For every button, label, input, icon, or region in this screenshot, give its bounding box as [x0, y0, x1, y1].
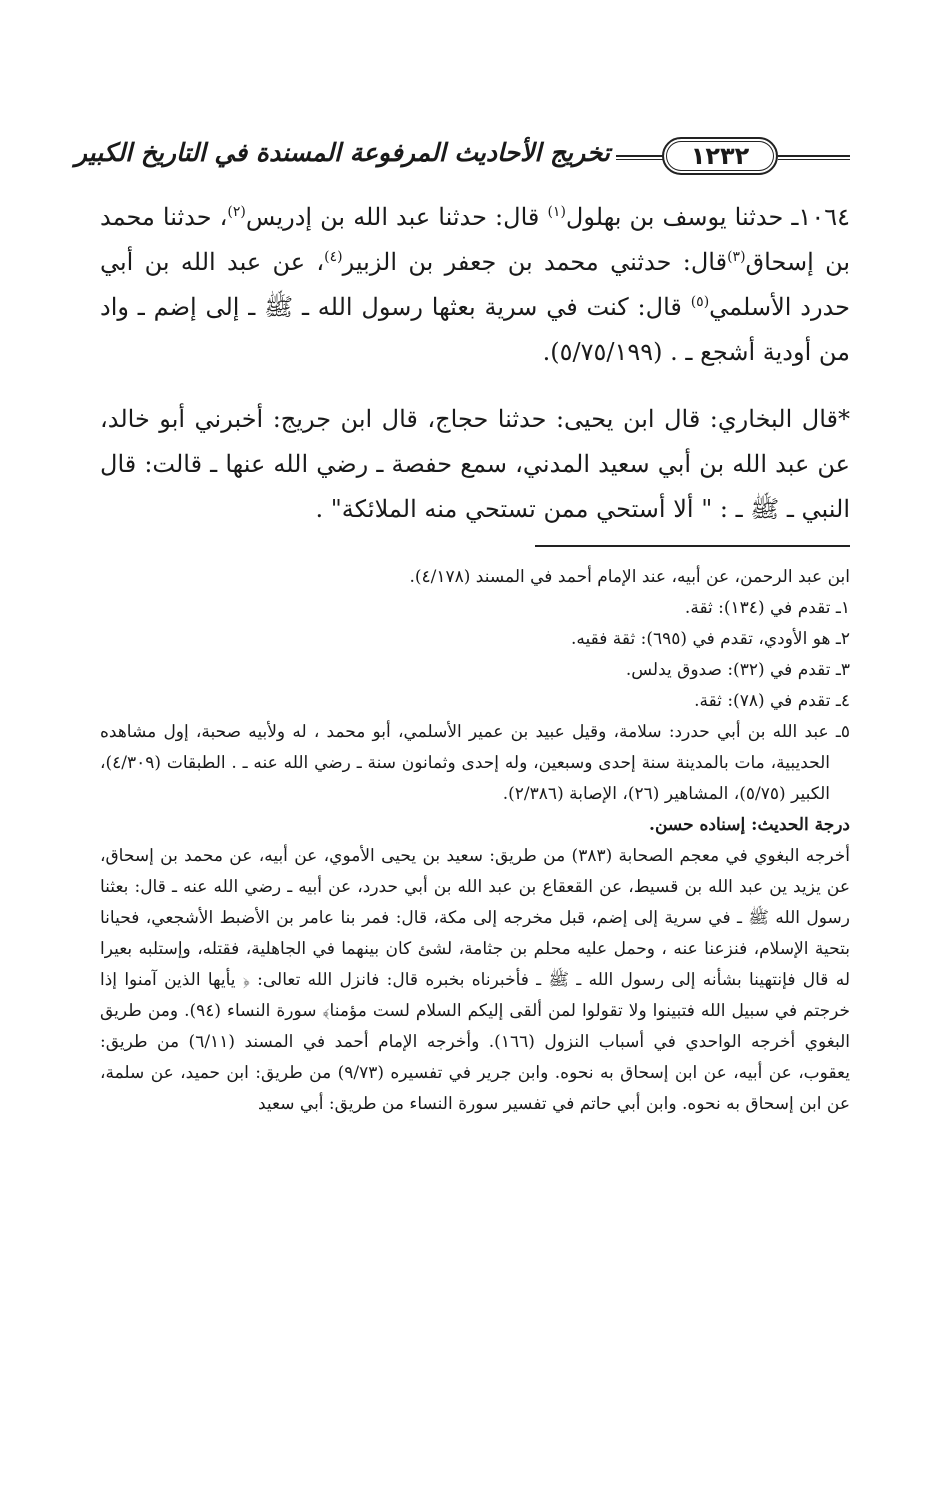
footnote-2: ٢ـ هو الأودي، تقدم في (٦٩٥): ثقة فقيه. [571, 629, 850, 649]
takhrij-paragraph: أخرجه البغوي في معجم الصحابة (٣٨٣) من طريق: سعيد بن يحيى الأموي، عن أبيه، عن محمد بن إسحاق، عن يزيد ين عبد الله بن قسيط، عن القعقاع بن عبد الله بن أبي حدرد، عن أبيه ـ رضي الله عنه ـ قال: بعثنا رسول الله ﷺ ـ في سرية إلى إضم، قبل مخرجه إلى مكة، قال: فمر بنا عامر بن الأضبط الأشجعي، فحيانا بتحية الإسلام، فنزعنا عنه ، وحمل عليه محلم بن جثامة، لشئ كان بينهما في الجاهلية، فقتله، وإستلبه بعيرا له قال فإنتهينا بشأنه إلى رسول الله ـ ﷺ ـ فأخبرناه بخبره قال: فانزل الله تعالى: ﴿ يأيها الذين آمنوا إذا خرجتم في سبيل الله فتبينوا ولا تقولوا لمن ألقى إليكم السلام لست مؤمنا﴾ سورة النساء (٩٤). ومن طريق البغوي أخرجه الواحدي في أسباب النزول (١٦٦). وأخرجه الإمام أحمد في المسند (٦/١١) من طريق: يعقوب، عن أبيه، عن ابن إسحاق به نحوه. وابن جرير في تفسيره (٩/٧٣) من طريق: ابن حميد، عن سلمة، عن ابن إسحاق به نحوه. وابن أبي حاتم في تفسير سورة النساء من طريق: أبي سعيد [100, 846, 851, 1114]
main-text [100, 195, 850, 532]
footnotes [100, 562, 850, 1120]
footnote-5: ٥ـ عبد الله بن أبي حدرد: سلامة، وقيل عبيد بن عمير الأسلمي، أبو محمد ، له ولأبيه صحبة، إول مشاهده الحديبية، مات بالمدينة سنة إحدى وسبعين، وله إحدى وثمانون سنة ـ رضي الله عنه ـ . الطبقات (٤/٣٠٩)، الكبير (٥/٧٥)، المشاهير (٢٦)، الإصابة (٢/٣٨٦). [100, 722, 850, 804]
footnote-ref: (٤) [324, 249, 343, 265]
running-title: تخريج الأحاديث المرفوعة المسندة في التاريخ الكبير [74, 138, 610, 167]
hadith-text-part: ، حدثنا محمد بن إسحاق [100, 203, 851, 276]
footnote-ref: (٣) [727, 249, 746, 265]
footnote-ref: (١) [547, 204, 566, 220]
footnote-1: ١ـ تقدم في (١٣٤): ثقة. [684, 598, 850, 618]
hadith-text-part: قال: حدثني محمد بن جعفر بن الزبير [342, 248, 728, 276]
hadith-text-part: قال: كنت في سرية بعثها رسول الله ـ ﷺ ـ إلى إضم ـ واد من أودية أشجع ـ . (٥/٧٥/١٩٩). [100, 293, 850, 366]
hadith-text-part: حدثنا يوسف بن بهلول [565, 203, 784, 231]
header-rule-middle [616, 155, 664, 160]
footnote-4: ٤ـ تقدم في (٧٨): ثقة. [694, 691, 850, 711]
page-number: ١٢٣٢ [662, 137, 778, 175]
footnote-ref: (٢) [227, 204, 246, 220]
hadith-text-part: قال: حدثنا عبد الله بن إدريس [245, 203, 548, 231]
bukhari-paragraph: *قال البخاري: قال ابن يحيى: حدثنا حجاج، قال ابن جريج: أخبرني أبو خالد، عن عبد الله بن أبي سعيد المدني، سمع حفصة ـ رضي الله عنها ـ قالت: قال النبي ـ ﷺ ـ : " ألا أستحي ممن تستحي منه الملائكة" . [100, 405, 850, 523]
page-header [74, 132, 850, 180]
hadith-number: ١٠٦٤ـ [791, 203, 850, 231]
footnote-ref: (٥) [690, 294, 710, 310]
header-rule-right [778, 155, 850, 160]
hadith-paragraph [100, 195, 850, 375]
hadith-grade: درجة الحديث: إسناده حسن. [649, 815, 850, 835]
hadith-text-part: ، عن عبد الله بن أبي حدرد الأسلمي [100, 248, 850, 321]
footnote-continuation: ابن عبد الرحمن، عن أبيه، عند الإمام أحمد في المسند (٤/١٧٨). [409, 567, 850, 587]
footnote-separator [535, 545, 850, 547]
footnote-3: ٣ـ تقدم في (٣٢): صدوق يدلس. [625, 660, 850, 680]
